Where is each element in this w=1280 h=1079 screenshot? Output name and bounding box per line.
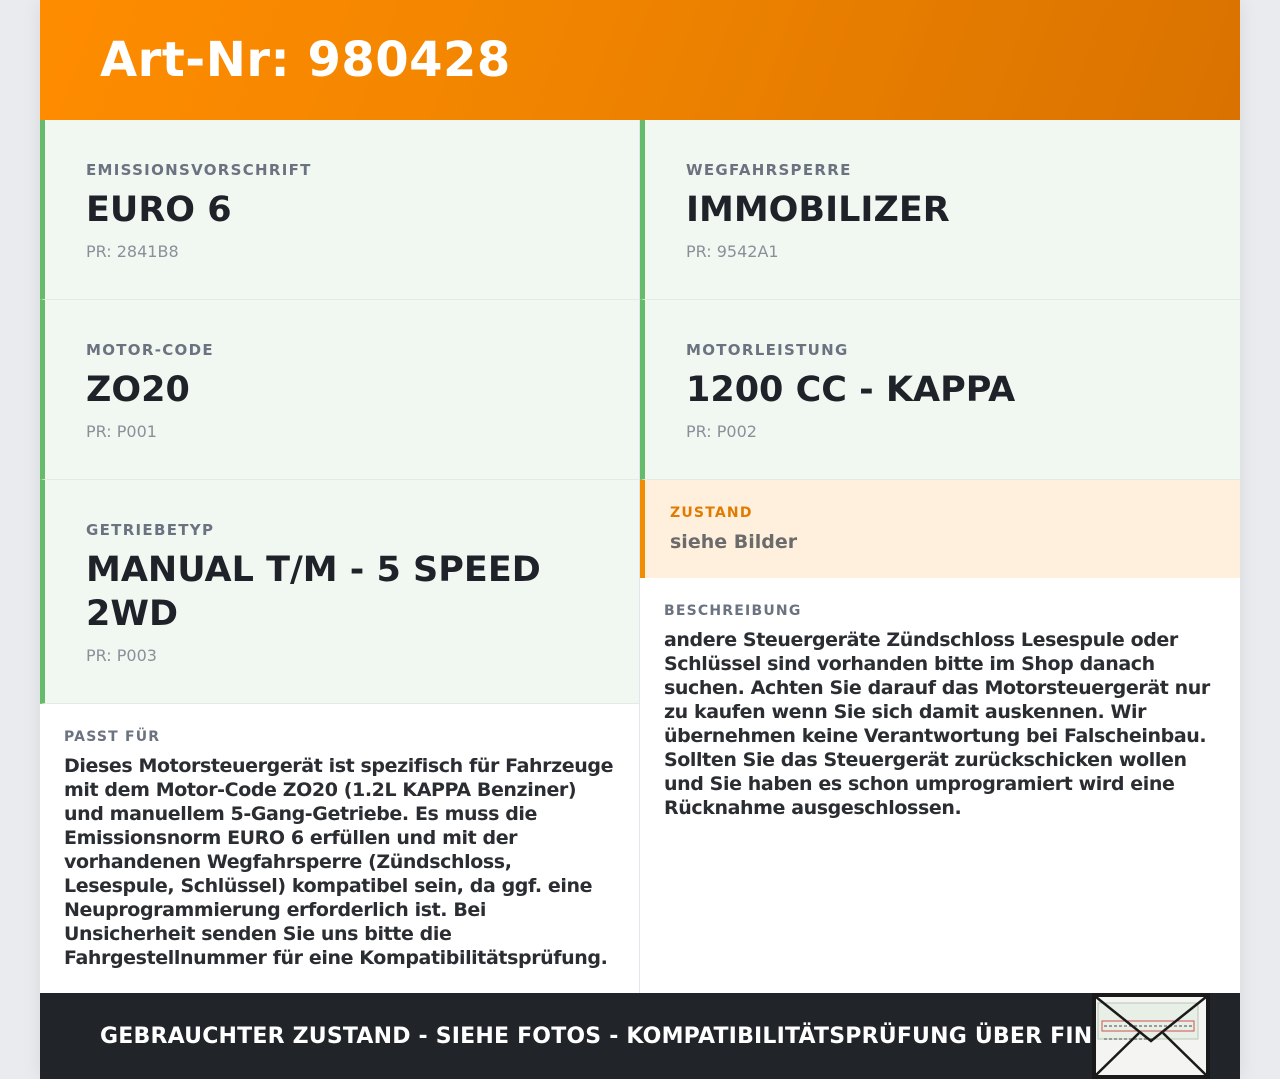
spec-pr-code: PR: P002 xyxy=(686,422,757,441)
product-sheet xyxy=(40,0,1240,1079)
fits-label: PASST FÜR xyxy=(64,729,161,745)
article-number-title: Art-Nr: 980428 xyxy=(100,32,511,88)
spec-pr-code: PR: 9542A1 xyxy=(686,242,779,261)
spec-card-motor-code xyxy=(40,300,639,480)
spec-pr-code: PR: 2841B8 xyxy=(86,242,179,261)
description-text: andere Steuergeräte Zündschloss Lesespule oder Schlüssel sind vorhanden bitte im Shop danach suchen. Achten Sie darauf das Motorsteuergerät nur zu kaufen wenn Sie sich damit auskennen. Wir übernehmen keine Verantwortung bei Falscheinbau. Sollten Sie das Steuergerät zurückschicken wollen und Sie haben es schon umprogramiert wird eine Rücknahme ausgeschlossen. xyxy=(664,629,1210,819)
condition-label: ZUSTAND xyxy=(670,505,753,521)
spec-label: EMISSIONSVORSCHRIFT xyxy=(86,161,312,179)
spec-value: 1200 CC - KAPPA xyxy=(686,370,1016,410)
spec-value: EURO 6 xyxy=(86,190,232,230)
spec-label: MOTORLEISTUNG xyxy=(686,341,849,359)
spec-value: IMMOBILIZER xyxy=(686,190,950,230)
spec-label: WEGFAHRSPERRE xyxy=(686,161,852,179)
spec-card-power xyxy=(640,300,1240,480)
header-banner xyxy=(40,0,1240,120)
spec-pr-code: PR: P001 xyxy=(86,422,157,441)
description-label: BESCHREIBUNG xyxy=(664,603,802,619)
condition-value: siehe Bilder xyxy=(670,531,798,553)
spec-value: MANUAL T/M - 5 SPEED 2WD xyxy=(86,550,541,634)
spec-label: GETRIEBETYP xyxy=(86,521,215,539)
footer-text: GEBRAUCHTER ZUSTAND - SIEHE FOTOS - KOMPATIBILITÄTSPRÜFUNG ÜBER FIN xyxy=(100,1023,1093,1049)
left-column xyxy=(40,120,640,993)
spec-value: ZO20 xyxy=(86,370,190,410)
spec-label: MOTOR-CODE xyxy=(86,341,214,359)
spec-pr-code: PR: P003 xyxy=(86,646,157,665)
spec-grid xyxy=(40,120,1240,993)
spec-card-immobilizer xyxy=(640,120,1240,300)
fits-section xyxy=(40,704,639,970)
mail-envelope-icon[interactable] xyxy=(1092,993,1210,1079)
spec-card-gearbox xyxy=(40,480,639,704)
fits-text: Dieses Motorsteuergerät ist spezifisch für Fahrzeuge mit dem Motor-Code ZO20 (1.2L KAPPA Benziner) und manuellem 5-Gang-Getriebe. Es muss die Emissionsnorm EURO 6 erfüllen und mit der vorhandenen Wegfahrsperre (Zündschloss, Lesespule, Schlüssel) kompatibel sein, da ggf. eine Neuprogrammierung erforderlich ist. Bei Unsicherheit senden Sie uns bitte die Fahrgestellnummer für eine Kompatibilitätsprüfung. xyxy=(64,755,614,969)
condition-card xyxy=(640,480,1240,578)
description-section xyxy=(640,578,1240,820)
footer-bar xyxy=(40,993,1240,1079)
right-column xyxy=(640,120,1240,993)
spec-card-emission xyxy=(40,120,639,300)
